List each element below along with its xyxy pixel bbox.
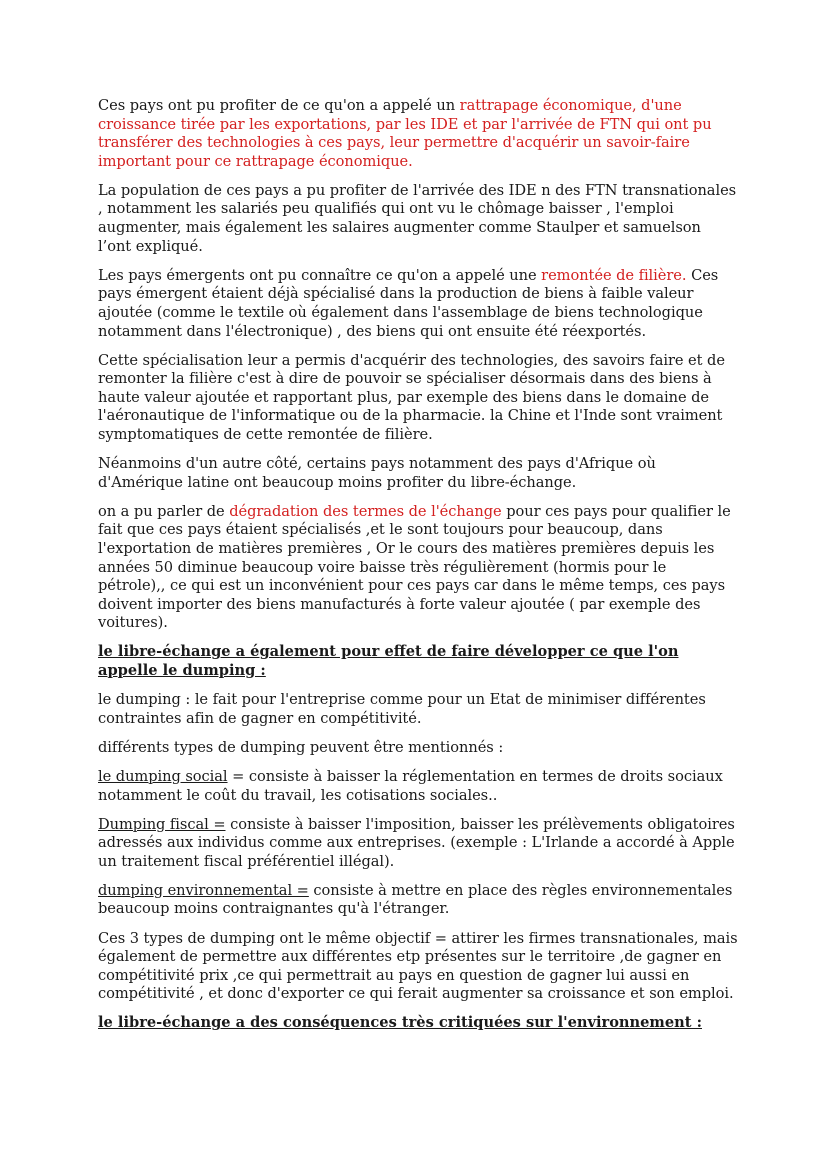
paragraph-dumping-definition: le dumping : le fait pour l'entreprise comme pour un Etat de minimiser différentes contraintes afin de gagner en compétitivité.	[98, 691, 706, 727]
term-label: dumping environnemental =	[98, 881, 309, 899]
paragraph-dumping-types: différents types de dumping peuvent être mentionnés :	[98, 738, 504, 756]
paragraph-degradation	[98, 503, 738, 633]
term-label: le dumping social	[98, 767, 228, 785]
paragraph-text: = consiste à baisser la réglementation en termes de droits sociaux notamment le coût du travail, les cotisations sociales..	[98, 767, 723, 804]
paragraph-specialisation: Cette spécialisation leur a permis d'acquérir des technologies, des savoirs faire et de remonter la filière c'est à dire de pouvoir se spécialiser désormais dans des biens à haute valeur ajoutée et rapportant plus, par exemple des biens dans le domaine de l'aéronautique de l'informatique ou de la pharmacie. la Chine et l'Inde sont vraiment symptomatiques de cette remontée de filière.	[98, 351, 725, 443]
paragraph-text: pour ces pays pour qualifier le fait que ces pays étaient spécialisés ,et le sont toujours pour beaucoup, dans l'exportation de matières premières , Or le cours des matières premières depuis les années 50 diminue beaucoup voire baisse très régulièrement (hormis pour le pétrole),, ce qui est un inconvénient pour ces pays car dans le même temps, ces pays doivent importer des biens manufacturés à forte valeur ajoutée ( par exemple des voitures).	[98, 502, 731, 632]
highlighted-text: rattrapage économique, d'une croissance tirée par les exportations, par les IDE et par l'arrivée de FTN qui ont pu transférer des technologies à ces pays, leur permettre d'acquérir un savoir-faire important pour ce rattrapage économique.	[98, 97, 712, 170]
paragraph-remontee-filiere	[98, 267, 738, 341]
paragraph-neanmoins: Néanmoins d'un autre côté, certains pays notamment des pays d'Afrique où d'Amérique latine ont beaucoup moins profiter du libre-échange.	[98, 455, 656, 491]
paragraph-dumping-objectif: Ces 3 types de dumping ont le même objectif = attirer les firmes transnationales, mais également de permettre aux différentes etp présentes sur le territoire ,de gagner en compétitivité prix ,ce qui permettrait au pays en question de gagner lui aussi en compétitivité , et donc d'exporter ce qui ferait augmenter sa croissance et son emploi.	[98, 929, 738, 1003]
paragraph-dumping-social	[98, 768, 738, 805]
paragraph-text: Ces pays émergent étaient déjà spécialisé dans la production de biens à faible valeur ajoutée (comme le textile où également dans l'assemblage de biens technologique notamment dans l'électronique) , des biens qui ont ensuite été réexportés.	[98, 266, 719, 340]
paragraph-text: Ces pays ont pu profiter de ce qu'on a appelé un	[98, 97, 460, 114]
section-heading-environnement: le libre-échange a des conséquences très critiquées sur l'environnement :	[98, 1014, 702, 1032]
term-label: Dumping fiscal =	[98, 815, 226, 833]
highlighted-text: dégradation des termes de l'échange	[229, 502, 502, 520]
paragraph-text: Les pays émergents ont pu connaître ce qu'on a appelé une	[98, 266, 542, 284]
paragraph-text: on a pu parler de	[98, 502, 230, 520]
document-page	[98, 97, 738, 1044]
paragraph-rattrapage	[98, 97, 738, 171]
paragraph-dumping-fiscal	[98, 816, 738, 872]
highlighted-text: remontée de filière.	[541, 266, 687, 284]
section-heading-dumping: le libre-échange a également pour effet de faire développer ce que l'on appelle le dumping :	[98, 643, 679, 680]
paragraph-text: consiste à baisser l'imposition, baisser les prélèvements obligatoires adressés aux individus comme aux entreprises. (exemple : L'Irlande a accordé à Apple un traitement fiscal préférentiel illégal).	[98, 815, 735, 870]
paragraph-dumping-environnemental	[98, 882, 738, 919]
paragraph-text: consiste à mettre en place des règles environnementales beaucoup moins contraignantes qu'à l'étranger.	[98, 881, 733, 918]
paragraph-population: La population de ces pays a pu profiter de l'arrivée des IDE n des FTN transnationales , notamment les salariés peu qualifiés qui ont vu le chômage baisser , l'emploi augmenter, mais également les salaires augmenter comme Staulper et samuelson l’ont expliqué.	[98, 181, 737, 255]
